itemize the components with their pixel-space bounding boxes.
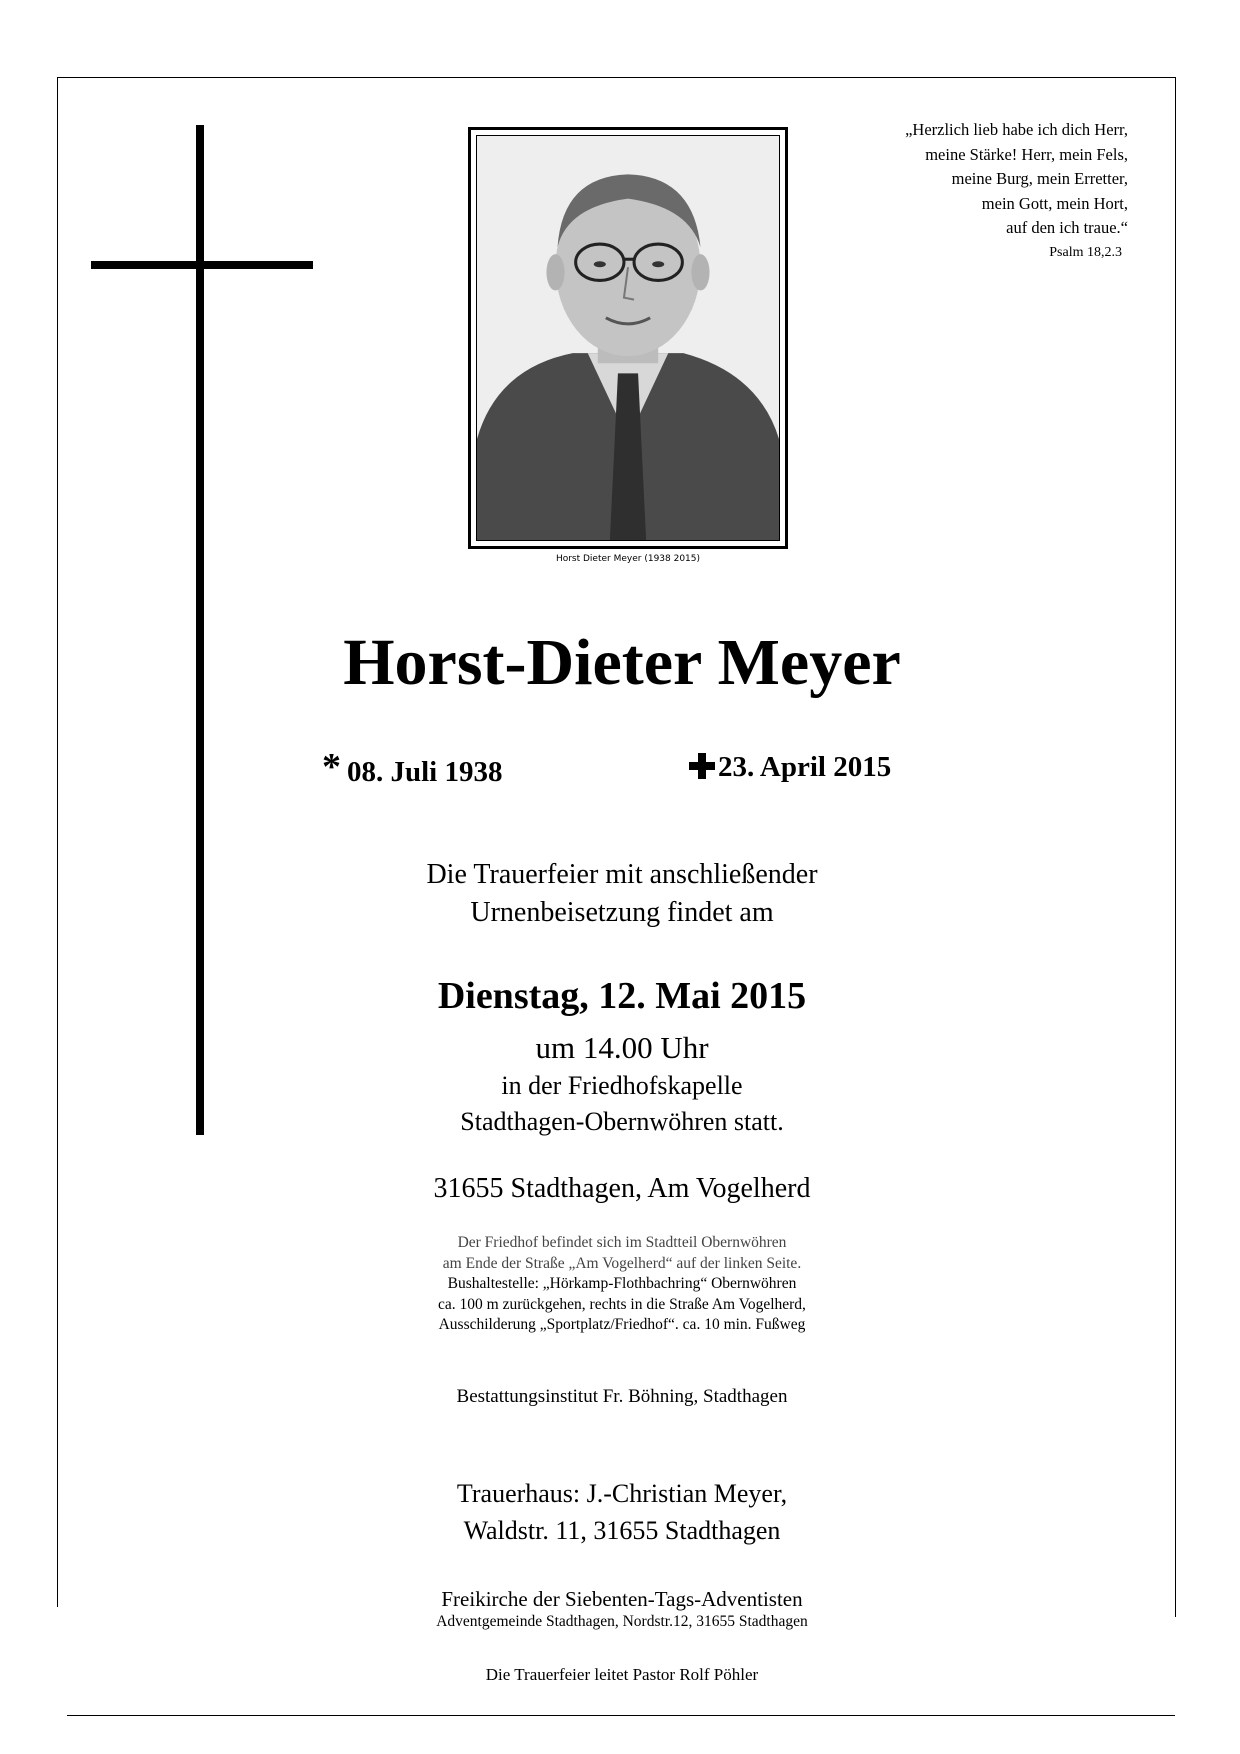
intro-line: Urnenbeisetzung findet am	[470, 897, 774, 928]
service-time: um 14.00 Uhr	[535, 1030, 709, 1065]
directions-line: am Ende der Straße „Am Vogelherd“ auf der linken Seite.	[442, 1254, 802, 1272]
quote-line: auf den ich traue.“	[1006, 218, 1128, 237]
church-congregation: Adventgemeinde Stadthagen, Nordstr.12, 31655 Stadthagen	[436, 1613, 808, 1630]
venue-line: in der Friedhofskapelle	[501, 1071, 743, 1100]
photo-caption: Horst Dieter Meyer (1938 2015)	[555, 554, 701, 564]
service-intro	[262, 856, 982, 932]
mourning-house-line: Waldstr. 11, 31655 Stadthagen	[463, 1516, 781, 1545]
directions-line: Ausschilderung „Sportplatz/Friedhof“. ca. 10 min. Fußweg	[438, 1316, 806, 1333]
portrait-photo	[468, 127, 788, 549]
undertaker: Bestattungsinstitut Fr. Böhning, Stadthagen	[456, 1386, 788, 1407]
memorial-cross-horizontal	[91, 261, 313, 269]
intro-line: Die Trauerfeier mit anschließender	[426, 859, 818, 890]
birth-star-icon: *	[322, 746, 341, 788]
church-name: Freikirche der Siebenten-Tags-Adventisten	[441, 1587, 803, 1611]
bible-quote	[905, 118, 1128, 265]
birth-date: 08. Juli 1938	[347, 756, 503, 788]
page-border-bottom	[67, 1715, 1175, 1716]
service-address: 31655 Stadthagen, Am Vogelherd	[433, 1173, 811, 1204]
directions-line: ca. 100 m zurückgehen, rechts in die Straße Am Vogelherd,	[438, 1295, 806, 1313]
directions	[262, 1233, 982, 1336]
portrait-photo-icon	[476, 135, 780, 541]
officiant: Die Trauerfeier leitet Pastor Rolf Pöhler	[485, 1665, 759, 1684]
page-border-top	[57, 77, 1175, 78]
birth-date-line	[322, 748, 503, 791]
cross-symbol-icon	[688, 752, 716, 780]
deceased-name: Horst-Dieter Meyer	[343, 626, 901, 699]
service-venue	[262, 1068, 982, 1140]
death-date: 23. April 2015	[718, 751, 892, 783]
mourning-house-line: Trauerhaus: J.-Christian Meyer,	[456, 1479, 788, 1508]
death-date-line	[688, 748, 891, 786]
quote-source: Psalm 18,2.3	[1049, 244, 1122, 260]
quote-line: meine Burg, mein Erretter,	[951, 169, 1128, 188]
directions-line: Bushaltestelle: „Hörkamp-Flothbachring“ Obernwöhren	[447, 1275, 797, 1292]
page-border-right	[1175, 77, 1176, 1617]
quote-line: mein Gott, mein Hort,	[981, 193, 1128, 213]
quote-line: „Herzlich lieb habe ich dich Herr,	[905, 120, 1128, 139]
mourning-house	[262, 1475, 982, 1549]
memorial-cross-vertical	[196, 125, 204, 1135]
directions-line: Der Friedhof befindet sich im Stadtteil Obernwöhren	[457, 1234, 787, 1251]
page-border-left	[57, 77, 58, 1607]
venue-line: Stadthagen-Obernwöhren statt.	[460, 1107, 784, 1136]
service-date: Dienstag, 12. Mai 2015	[437, 975, 807, 1017]
quote-line: meine Stärke! Herr, mein Fels,	[925, 144, 1128, 164]
